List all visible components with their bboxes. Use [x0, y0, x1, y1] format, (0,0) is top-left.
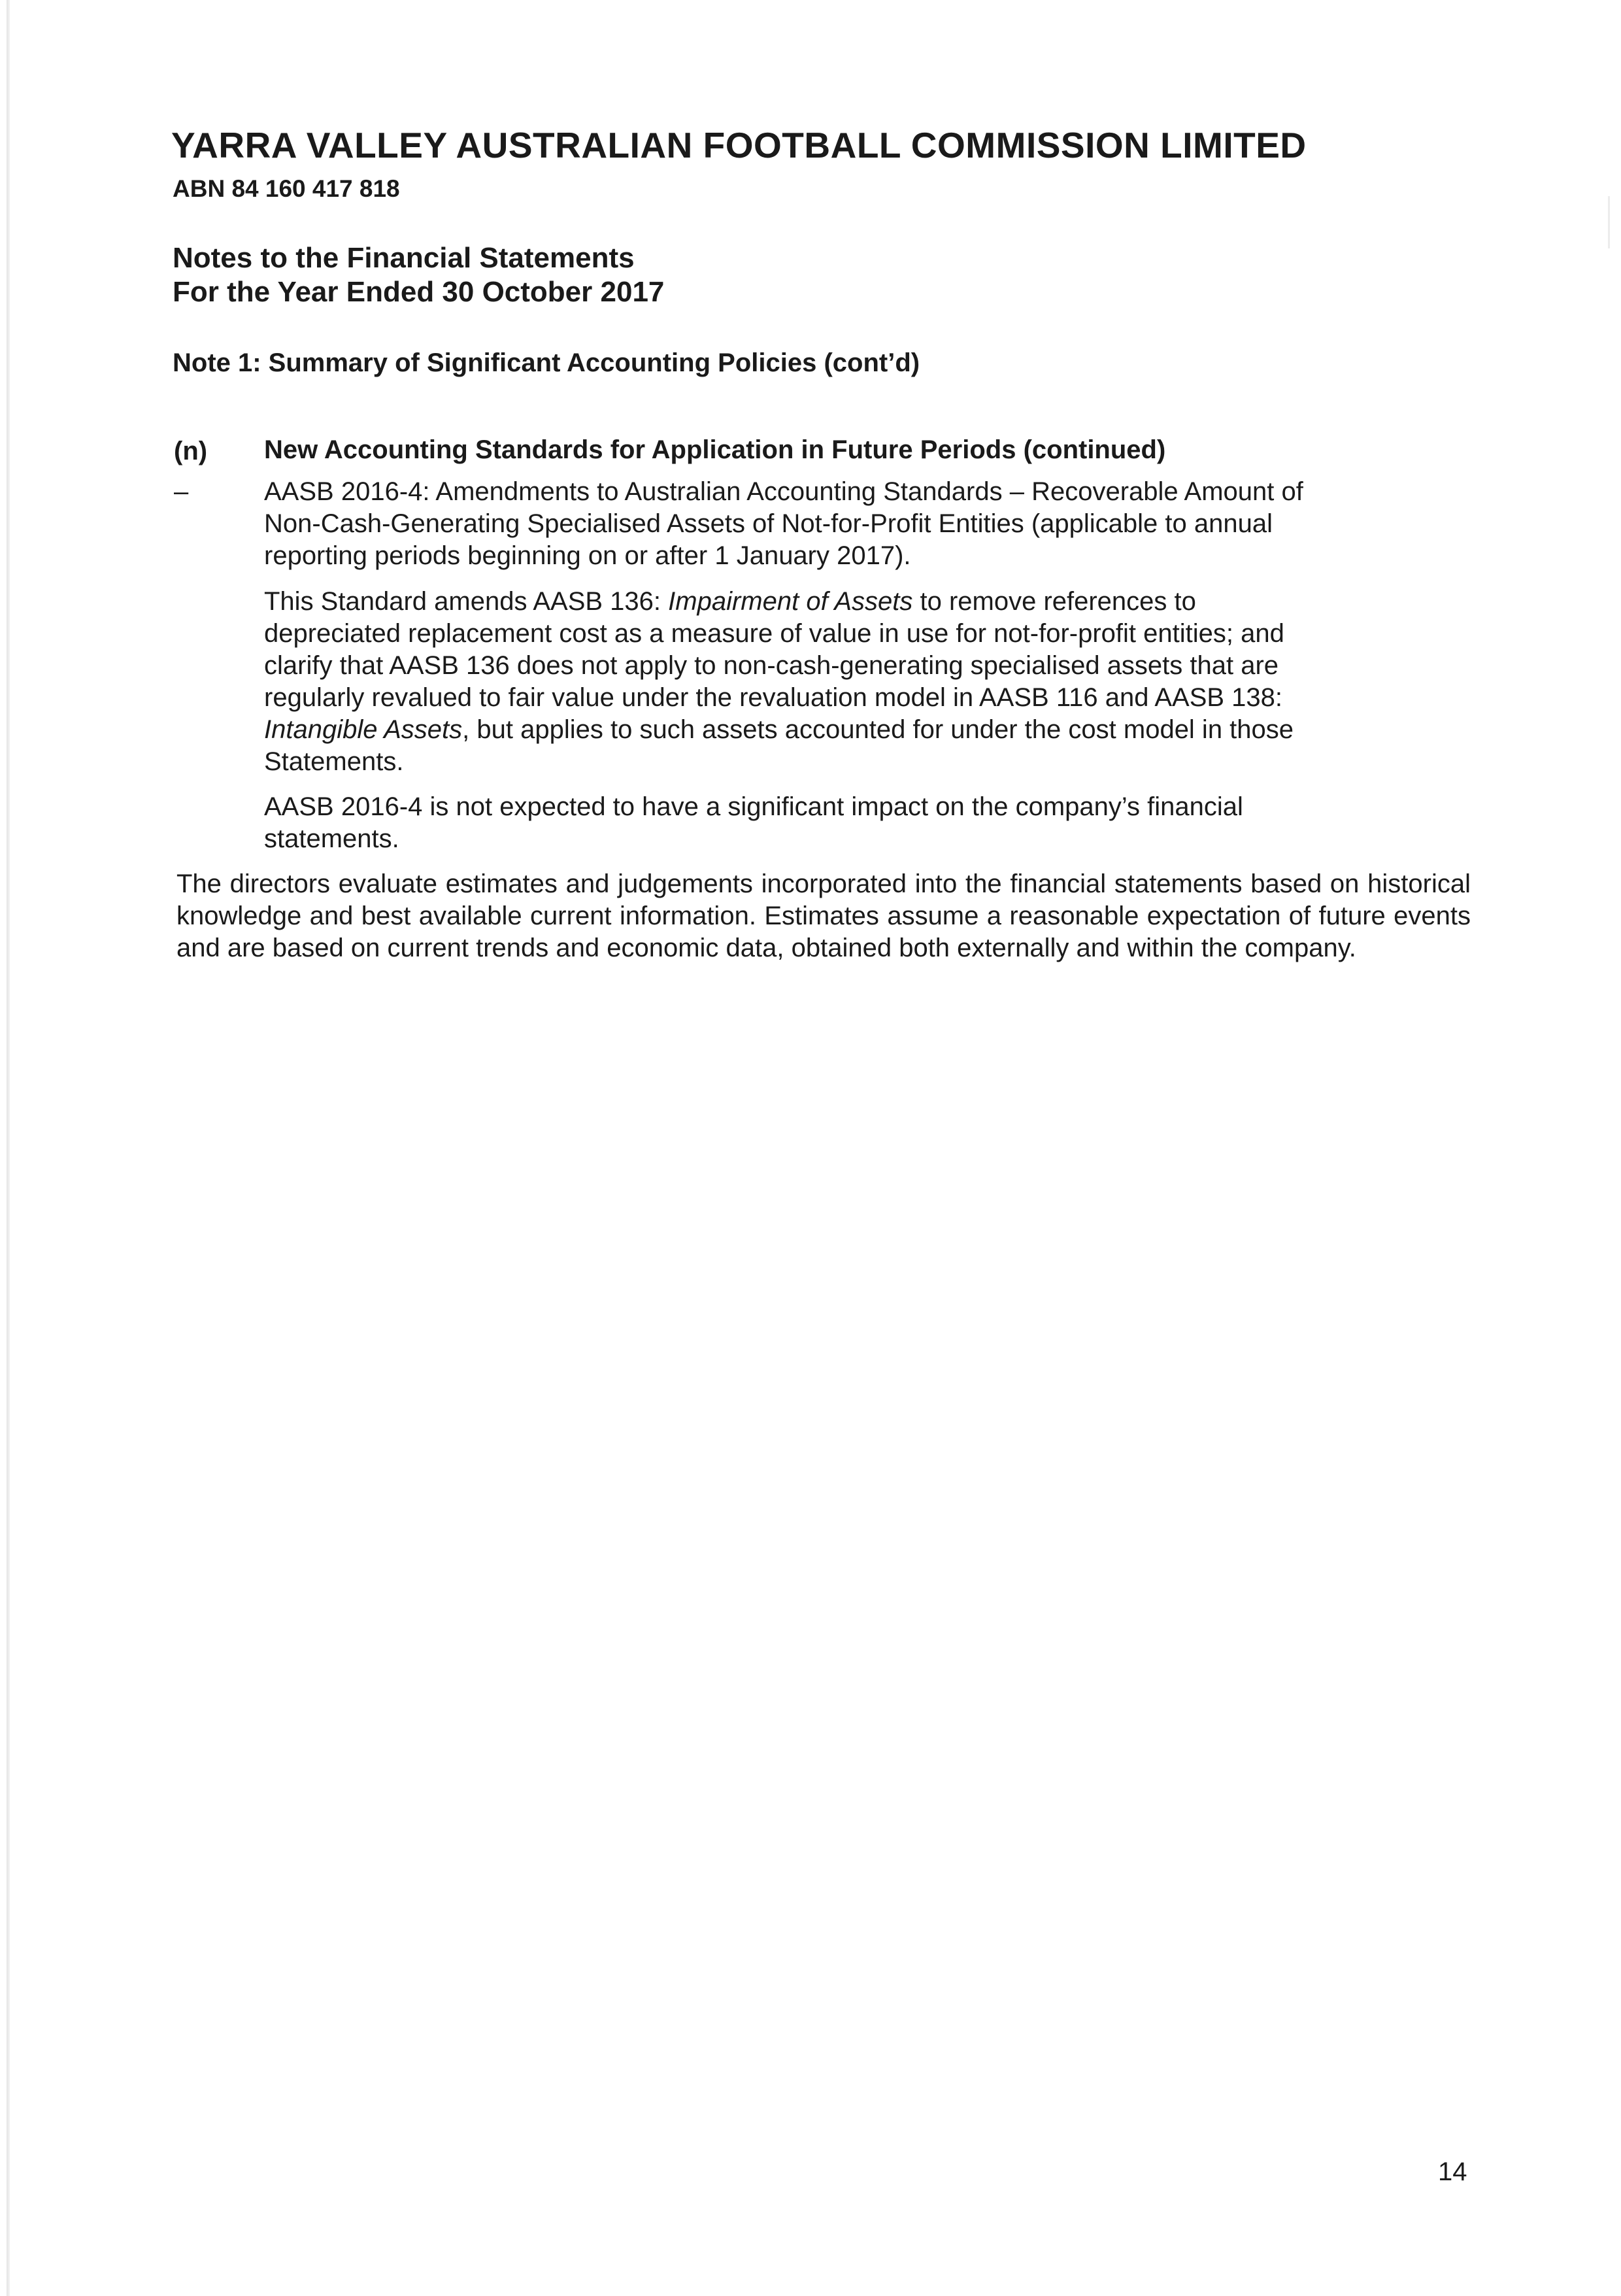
amendment-text-part-1: This Standard amends AASB 136:	[264, 587, 669, 616]
organisation-name: YARRA VALLEY AUSTRALIAN FOOTBALL COMMISSION LIMITED	[171, 125, 1307, 165]
amendment-text-part-2: to remove references to depreciated replacement cost as a measure of value in use for not-for-profit entities; and clarify that AASB 136 does not apply to non-cash-generating specialised assets that are regularly revalued to fair value under the revaluation model in AASB 116 and AASB 138:	[264, 587, 1284, 712]
section-label: (n)	[174, 437, 208, 465]
abn-number: ABN 84 160 417 818	[173, 175, 400, 202]
notes-title: Notes to the Financial Statements	[173, 242, 635, 274]
standard-amendment-paragraph	[264, 586, 1336, 778]
note-heading: Note 1: Summary of Significant Accounting Policies (cont’d)	[173, 348, 920, 377]
amendment-text-part-3: , but applies to such assets accounted for under the cost model in those Statements.	[264, 715, 1294, 776]
scan-edge-mark	[1608, 196, 1610, 248]
list-bullet: –	[174, 477, 189, 506]
page-number: 14	[1438, 2157, 1467, 2186]
amendment-italic-intangible: Intangible Assets	[264, 715, 463, 744]
amendment-italic-impairment: Impairment of Assets	[668, 587, 913, 616]
standard-item-paragraph: AASB 2016-4: Amendments to Australian Accounting Standards – Recoverable Amount of Non-Cash-Generating Specialised Assets of Not-for-Profit Entities (applicable to annual reporting periods beginning on or after 1 January 2017).	[264, 477, 1303, 570]
impact-paragraph: AASB 2016-4 is not expected to have a significant impact on the company’s financial statements.	[264, 792, 1243, 853]
section-title: New Accounting Standards for Application in Future Periods (continued)	[264, 435, 1166, 464]
reporting-period-title: For the Year Ended 30 October 2017	[173, 276, 665, 308]
scan-edge-shadow	[7, 0, 10, 2296]
directors-estimates-paragraph: The directors evaluate estimates and judgements incorporated into the financial statements based on historical knowledge and best available current information. Estimates assume a reasonable expectation of future events and are based on current trends and economic data, obtained both externally and within the company.	[176, 869, 1471, 962]
